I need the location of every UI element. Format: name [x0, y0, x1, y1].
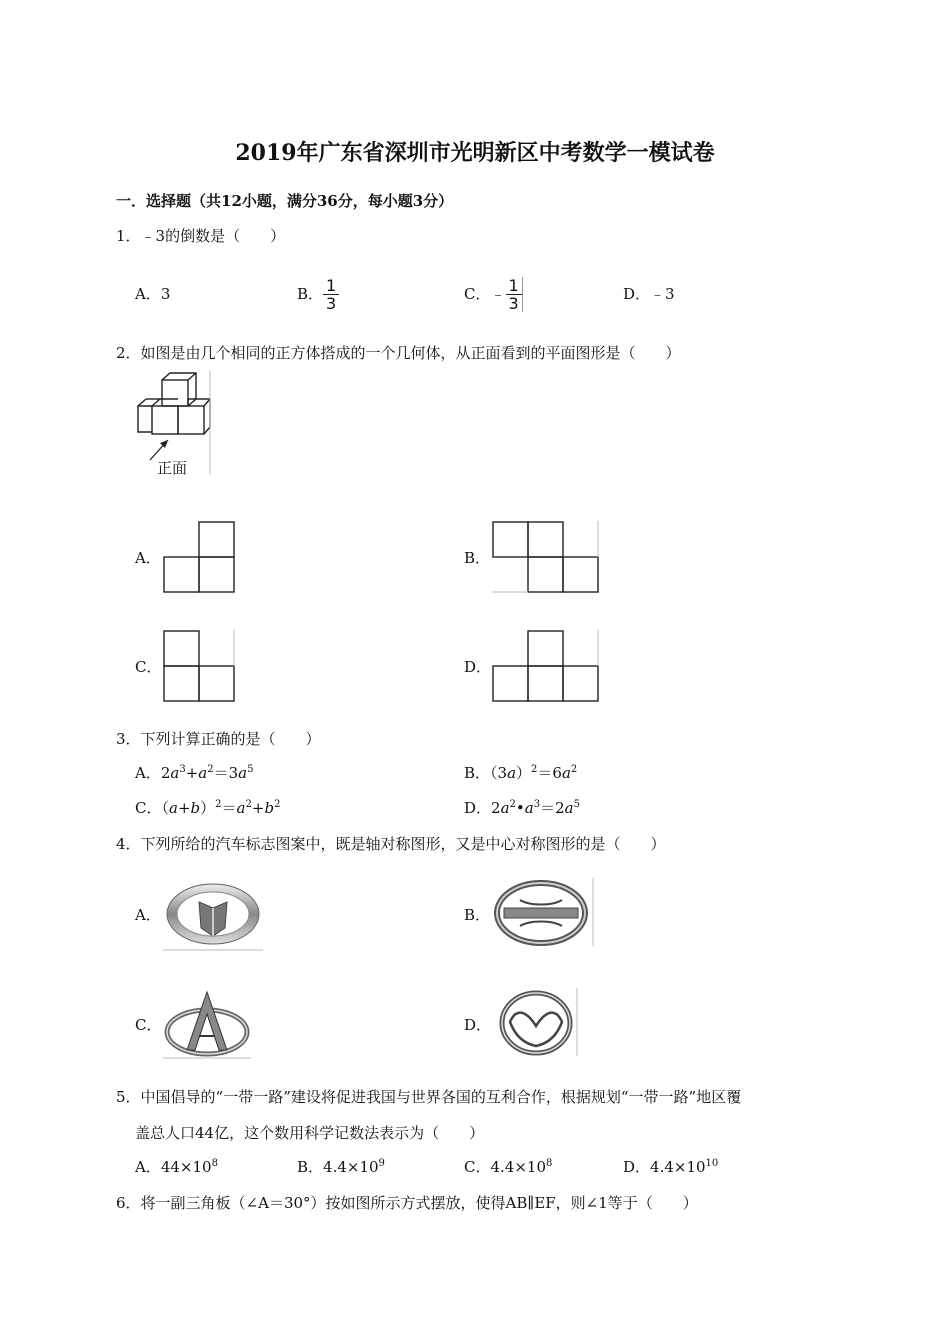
fraction-denominator: 3: [508, 293, 519, 313]
q5-option-d-label: D．: [623, 1158, 651, 1176]
q3-option-a: A．$2a^3+a^2=3a^5$: [135, 764, 254, 782]
fraction-numerator: 1: [506, 277, 522, 295]
q5-option-a-label: A．: [135, 1158, 161, 1176]
q3-option-d: D．$2a^2•a^3=2a^5$: [464, 799, 580, 817]
q2-option-d-label: D．: [464, 658, 492, 676]
question-3-stem: 3．下列计算正确的是（ ）: [116, 730, 321, 748]
q1-option-d: D．﹣3: [623, 285, 675, 303]
question-4-stem: 4．下列所给的汽车标志图案中，既是轴对称图形，又是中心对称图形的是（ ）: [116, 835, 666, 853]
q1-option-b: [297, 272, 339, 316]
question-2-stem: 2．如图是由几个相同的正方体搭成的一个几何体，从正面看到的平面图形是（ ）: [116, 344, 681, 362]
q2-option-a-figure: [163, 521, 235, 593]
page-title: 2019年广东省深圳市光明新区中考数学一模试卷: [235, 140, 715, 166]
q1-option-a: A．3: [135, 285, 171, 303]
q4-option-b-label: B．: [464, 906, 491, 924]
q3-option-d-label: D．: [464, 799, 492, 817]
front-view-label: 正面: [157, 459, 188, 477]
q4-option-d-label: D．: [464, 1016, 492, 1034]
q3-option-b-label: B．: [464, 764, 491, 782]
q5-option-b: B．$4.4\times 10^9$: [297, 1158, 385, 1176]
q2-option-c-label: C．: [135, 658, 162, 676]
q4-logo-a-icon: [163, 878, 265, 952]
q5-option-d: D．$4.4\times 10^{10}$: [623, 1158, 719, 1176]
q4-logo-d-icon: [498, 988, 580, 1058]
q2-option-b-label: B．: [464, 549, 491, 567]
q5-option-c-label: C．: [464, 1158, 491, 1176]
q2-option-d-figure: [492, 630, 600, 702]
q3-option-b: B．$(3a)^2=6a^2$: [464, 764, 578, 782]
q4-logo-c-icon: [163, 988, 253, 1060]
q2-option-c-figure: [163, 630, 235, 702]
section-heading: 一．选择题（共12小题，满分36分，每小题3分）: [116, 192, 454, 210]
q5-option-b-label: B．: [297, 1158, 324, 1176]
question-1-stem: 1．﹣3的倒数是（ ）: [116, 227, 286, 245]
q4-logo-b-icon: [494, 878, 596, 948]
q2-option-a-label: A．: [135, 549, 161, 567]
q2-option-b-figure: [492, 521, 600, 593]
fraction-numerator: 1: [323, 277, 339, 295]
q1-option-c: [464, 272, 523, 316]
q4-option-c-label: C．: [135, 1016, 162, 1034]
q1-fraction-c: [506, 277, 523, 312]
q4-option-a-label: A．: [135, 906, 161, 924]
question-6-stem: 6．将一副三角板（∠A＝30°）按如图所示方式摆放，使得AB∥EF，则∠1等于（ ）: [116, 1194, 698, 1212]
q1-fraction-b: [323, 277, 339, 312]
question-5-stem-line1: 5．中国倡导的“一带一路”建设将促进我国与世界各国的互利合作，根据规划“一带一路”地区覆: [116, 1088, 742, 1106]
q1-option-c-sign: ﹣: [490, 285, 506, 303]
question-5-stem-line2: 盖总人口44亿，这个数用科学记数法表示为（ ）: [135, 1124, 485, 1142]
q3-option-a-label: A．: [135, 764, 161, 782]
q1-option-b-label: B．: [297, 285, 324, 303]
q1-option-c-label: C．: [464, 285, 491, 303]
q3-option-c-label: C．: [135, 799, 162, 817]
fraction-denominator: 3: [326, 293, 337, 313]
q5-option-a: A．$44\times 10^8$: [135, 1158, 218, 1176]
q3-option-c: C．$(a+b)^2=a^2+b^2$: [135, 799, 281, 817]
q5-option-c: C．$4.4\times 10^8$: [464, 1158, 553, 1176]
